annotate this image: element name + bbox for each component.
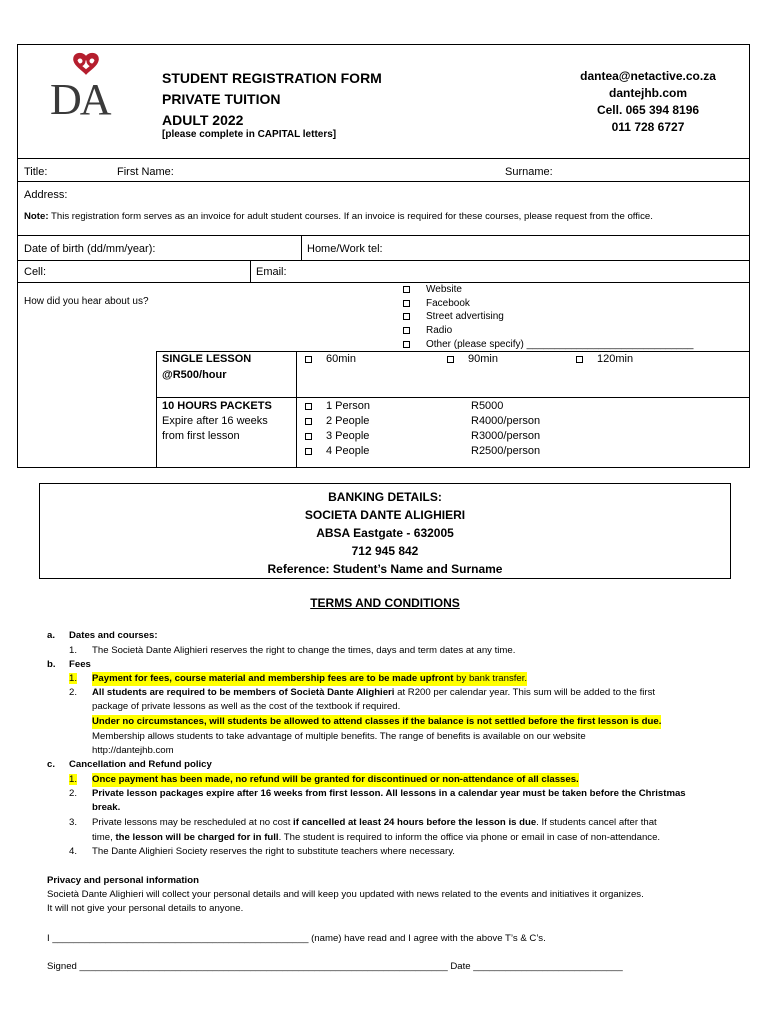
agreement-name-line[interactable]: I ________________________________________________ (name) have read and I agree with the above T’s & C’s. bbox=[47, 933, 546, 944]
privacy-line-2: It will not give your personal details to anyone. bbox=[47, 903, 244, 914]
hear-option-website[interactable]: Website bbox=[403, 283, 693, 297]
packet-options bbox=[305, 399, 370, 459]
terms-b2-line-4: Membership allows students to take advantage of multiple benefits. The range of benefits is available on our website bbox=[92, 731, 586, 742]
divider bbox=[17, 181, 750, 182]
terms-b1-num: 1. bbox=[69, 673, 78, 684]
title-input[interactable] bbox=[58, 162, 113, 179]
email-input[interactable] bbox=[295, 263, 745, 280]
divider bbox=[250, 260, 251, 282]
checkbox[interactable] bbox=[305, 356, 312, 363]
terms-b1: Payment for fees, course material and membership fees are to be made upfront by bank transfer. bbox=[92, 673, 528, 684]
form-subtitle: [please complete in CAPITAL letters] bbox=[162, 129, 337, 140]
divider bbox=[17, 158, 750, 159]
terms-c3: Private lessons may be rescheduled at no cost if cancelled at least 24 hours before the lesson is due. If students cancel after that bbox=[92, 817, 657, 828]
surname-input[interactable] bbox=[560, 162, 745, 179]
divider bbox=[156, 397, 750, 398]
hear-option-radio[interactable]: Radio bbox=[403, 324, 693, 338]
checkbox[interactable] bbox=[305, 433, 312, 440]
packet-option-4[interactable]: 4 People bbox=[305, 444, 370, 459]
terms-c3-line-2: time, the lesson will be charged for in full. The student is required to inform the office via phone or email in case of non-attendance. bbox=[92, 832, 661, 843]
first-name-label: First Name: bbox=[117, 166, 174, 178]
terms-c3-num: 3. bbox=[69, 817, 78, 828]
single-lesson-title: SINGLE LESSON bbox=[162, 353, 252, 365]
note-text: This registration form serves as an invoice for adult student courses. If an invoice is required for these courses, please request from the office. bbox=[48, 211, 653, 222]
packet-price-4: R2500/person bbox=[471, 445, 541, 457]
banking-account-number: 712 945 842 bbox=[351, 544, 419, 558]
single-option-90[interactable]: 90min bbox=[447, 353, 498, 365]
checkbox[interactable] bbox=[576, 356, 583, 363]
packets-note-2: from first lesson bbox=[162, 430, 240, 442]
terms-a1: The Società Dante Alighieri reserves the right to change the times, days and term dates at any time. bbox=[92, 645, 516, 656]
surname-label: Surname: bbox=[505, 166, 553, 178]
terms-website-link[interactable]: http://dantejhb.com bbox=[92, 745, 174, 756]
dob-label: Date of birth (dd/mm/year): bbox=[24, 243, 156, 255]
packets-note-1: Expire after 16 weeks bbox=[162, 415, 268, 427]
form-title-line-2: PRIVATE TUITION bbox=[162, 91, 281, 107]
terms-b2-line-3: Under no circumstances, will students be allowed to attend classes if the balance is not settled before the first lesson is due. bbox=[92, 716, 662, 727]
terms-c1: Once payment has been made, no refund will be granted for discontinued or non-attendance of all classes. bbox=[92, 774, 579, 785]
contact-tel: 011 728 6727 bbox=[611, 120, 685, 134]
hear-option-street[interactable]: Street advertising bbox=[403, 310, 693, 324]
address-input[interactable] bbox=[74, 185, 744, 203]
divider bbox=[17, 235, 750, 236]
banking-branch: ABSA Eastgate - 632005 bbox=[316, 526, 454, 540]
single-option-60[interactable]: 60min bbox=[305, 353, 356, 365]
first-name-input[interactable] bbox=[180, 162, 500, 179]
address-label: Address: bbox=[24, 189, 68, 201]
privacy-line-1: Società Dante Alighieri will collect your personal details and will keep you updated with news related to the events and initiatives it organizes. bbox=[47, 889, 644, 900]
terms-c4-num: 4. bbox=[69, 846, 78, 857]
contact-cell: Cell. 065 394 8196 bbox=[596, 103, 700, 117]
packet-option-2[interactable]: 2 People bbox=[305, 414, 370, 429]
packet-option-3[interactable]: 3 People bbox=[305, 429, 370, 444]
divider bbox=[301, 235, 302, 260]
terms-a-title: Dates and courses: bbox=[69, 630, 158, 641]
hear-option-facebook[interactable]: Facebook bbox=[403, 297, 693, 311]
checkbox[interactable] bbox=[403, 313, 410, 320]
form-title-line-1: STUDENT REGISTRATION FORM bbox=[162, 70, 382, 86]
contact-website: dantejhb.com bbox=[608, 86, 687, 100]
banking-details-box bbox=[39, 483, 731, 579]
terms-a-letter: a. bbox=[47, 630, 56, 641]
checkbox[interactable] bbox=[305, 403, 312, 410]
checkbox[interactable] bbox=[305, 418, 312, 425]
note-label: Note: bbox=[24, 211, 49, 222]
terms-c2-line-2: break. bbox=[92, 802, 121, 813]
hear-option-other[interactable]: Other (please specify) ______________________________ bbox=[403, 338, 693, 352]
title-label: Title: bbox=[24, 166, 48, 178]
home-tel-input[interactable] bbox=[395, 239, 745, 257]
terms-b-title: Fees bbox=[69, 659, 91, 670]
packet-prices bbox=[471, 399, 540, 459]
packet-price-2: R4000/person bbox=[471, 415, 541, 427]
packet-price-3: R3000/person bbox=[471, 430, 541, 442]
packets-title: 10 HOURS PACKETS bbox=[162, 400, 272, 412]
cell-input[interactable] bbox=[55, 263, 245, 280]
hear-about-label: How did you hear about us? bbox=[24, 296, 149, 307]
terms-b2-line-2: package of private lessons as well as the cost of the textbook if required. bbox=[92, 701, 401, 712]
packet-option-1[interactable]: 1 Person bbox=[305, 399, 370, 414]
divider bbox=[156, 351, 157, 468]
terms-c-letter: c. bbox=[47, 759, 56, 770]
checkbox[interactable] bbox=[447, 356, 454, 363]
terms-heading: TERMS AND CONDITIONS bbox=[310, 596, 460, 610]
packets-info bbox=[162, 399, 272, 444]
single-option-120[interactable]: 120min bbox=[576, 353, 633, 365]
hear-options bbox=[403, 283, 693, 352]
terms-c1-num: 1. bbox=[69, 774, 78, 785]
contact-email: dantea@netactive.co.za bbox=[580, 69, 716, 83]
checkbox[interactable] bbox=[403, 327, 410, 334]
divider bbox=[296, 351, 297, 468]
checkbox[interactable] bbox=[305, 448, 312, 455]
banking-reference: Reference: Student’s Name and Surname bbox=[267, 562, 503, 576]
terms-b2-num: 2. bbox=[69, 687, 78, 698]
checkbox[interactable] bbox=[403, 341, 410, 348]
single-lesson-price: @R500/hour bbox=[162, 369, 227, 381]
terms-b2: All students are required to be members of Società Dante Alighieri at R200 per calendar year. This sum will be added to the first bbox=[92, 687, 656, 698]
checkbox[interactable] bbox=[403, 300, 410, 307]
home-tel-label: Home/Work tel: bbox=[307, 243, 383, 255]
signature-date-line[interactable]: Signed _____________________________________________________________________ Date ____________________________ bbox=[47, 961, 623, 972]
form-title-line-3: ADULT 2022 bbox=[162, 112, 244, 128]
banking-heading: BANKING DETAILS: bbox=[328, 490, 442, 504]
terms-c-title: Cancellation and Refund policy bbox=[69, 759, 212, 770]
terms-b-letter: b. bbox=[47, 659, 56, 670]
terms-a1-num: 1. bbox=[69, 645, 78, 656]
cell-label: Cell: bbox=[24, 266, 47, 278]
divider bbox=[17, 260, 750, 261]
registration-note bbox=[24, 211, 653, 222]
email-label: Email: bbox=[256, 266, 287, 278]
privacy-title: Privacy and personal information bbox=[47, 875, 199, 886]
terms-c4: The Dante Alighieri Society reserves the right to substitute teachers where necessary. bbox=[92, 846, 455, 857]
terms-c2: Private lesson packages expire after 16 weeks from first lesson. All lessons in a calendar year must be taken before the Christmas bbox=[92, 788, 686, 799]
banking-account-name: SOCIETA DANTE ALIGHIERI bbox=[304, 508, 466, 522]
terms-c2-num: 2. bbox=[69, 788, 78, 799]
logo-text: DA bbox=[50, 75, 110, 124]
checkbox[interactable] bbox=[403, 286, 410, 293]
dob-input[interactable] bbox=[180, 239, 295, 257]
packet-price-1: R5000 bbox=[471, 400, 504, 412]
